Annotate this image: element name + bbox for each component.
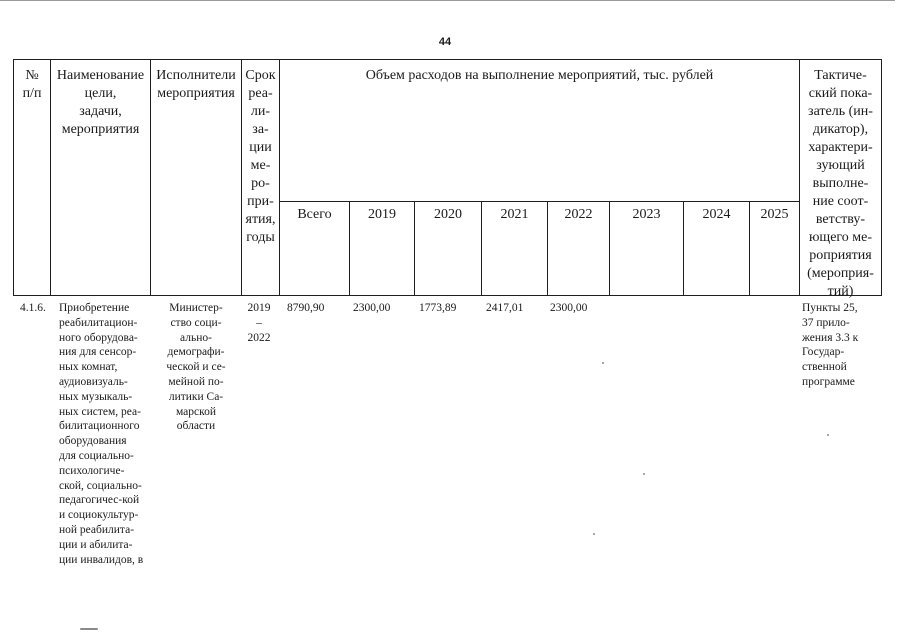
row-term-start: 2019 xyxy=(247,302,271,314)
header-num: № п/п xyxy=(22,68,42,101)
table-header-bottom-line xyxy=(13,295,882,296)
row-name: Приобретение реабилитацион- ного оборудова- ния для сенсор- ных комнат, аудиовизуаль- ных музыкаль- ных систем, реа- билитационного оборудования для социально- психологиче- ской, социально- педагогичес-кой и социокультур- ной реабилита- ции и абилита- ции инвалидов, в xyxy=(59,302,144,566)
scan-speck xyxy=(643,473,645,475)
header-year-2024: 2024 xyxy=(702,207,731,222)
row-total: 8790,90 xyxy=(287,302,325,314)
row-2022: 2300,00 xyxy=(550,302,588,314)
header-expenses: Объем расходов на выполнение мероприятий, тыс. рублей xyxy=(365,68,714,83)
header-year-2021: 2021 xyxy=(500,207,529,222)
row-indicator: Пункты 25, 37 прило- жения 3.3 к Государ- ственной программе xyxy=(802,302,859,388)
header-year-2022: 2022 xyxy=(564,207,593,222)
row-num: 4.1.6. xyxy=(20,302,46,314)
scan-speck xyxy=(827,434,829,436)
header-year-2025: 2025 xyxy=(760,207,789,222)
col-border xyxy=(279,59,280,296)
row-2021: 2417,01 xyxy=(486,302,524,314)
row-2019: 2300,00 xyxy=(353,302,391,314)
row-term-dash: – xyxy=(256,317,262,329)
row-2020: 1773,89 xyxy=(419,302,457,314)
table-top-line xyxy=(13,59,882,60)
col-border xyxy=(881,59,882,296)
scan-speck xyxy=(80,628,98,630)
header-executors: Исполнители мероприятия xyxy=(156,68,236,101)
header-name: Наименование цели, задачи, мероприятия xyxy=(56,68,145,137)
row-term-end: 2022 xyxy=(247,332,271,344)
header-indicator: Тактиче- ский пока- затель (ин- дикатор), характери- зующий выполне- ние соот- ветству- ющего ме- роприятия (мероприя- тий) xyxy=(807,68,874,299)
header-total: Всего xyxy=(297,207,332,222)
header-year-2020: 2020 xyxy=(434,207,462,222)
header-year-2023: 2023 xyxy=(632,207,661,222)
scan-speck xyxy=(602,362,604,364)
row-executors: Министер- ство соци- ально- демографи- ческой и се- мейной по- литики Са- марской области xyxy=(166,302,226,433)
header-year-2019: 2019 xyxy=(368,207,396,222)
page-number: 44 xyxy=(438,36,452,48)
scan-speck xyxy=(593,533,595,535)
header-term: Срок реа- ли- за- ции ме- ро- при- ятия, годы xyxy=(245,68,276,245)
expenses-subheader-line xyxy=(279,201,799,202)
page-top-border xyxy=(0,0,895,1)
